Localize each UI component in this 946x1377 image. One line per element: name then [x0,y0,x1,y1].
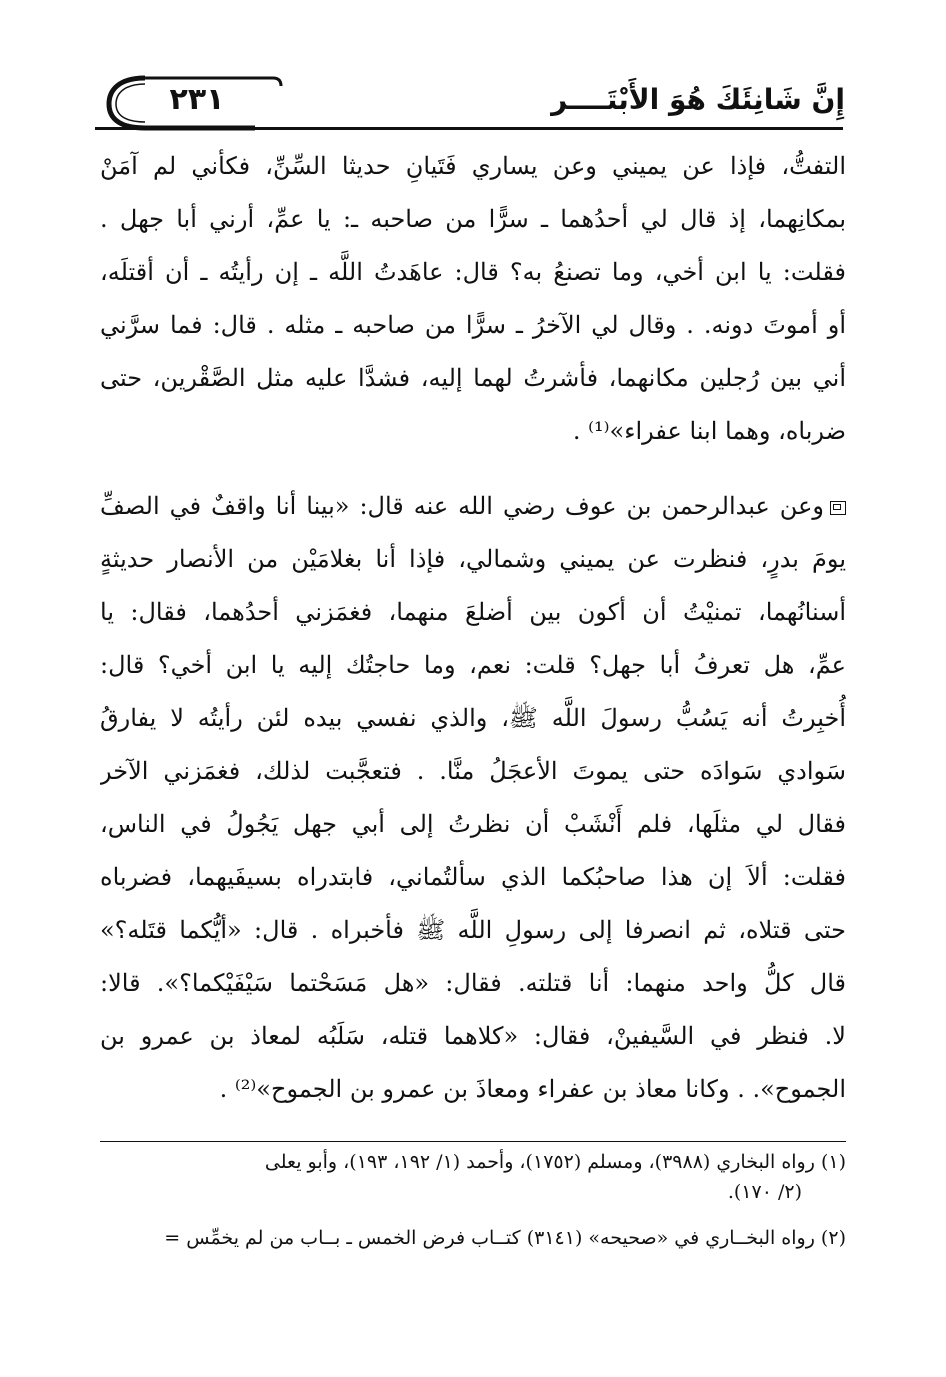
paragraph-2 [100,480,846,1116]
text-line: فقلت: ألاَ إن هذا صاحبُكما الذي سألتُماني، فابتدراه بسيفَيهما، فضرباه [100,863,846,891]
footnote-1-continuation: (٢/ ١٧٠). [727,1181,802,1203]
text-line: التفتُّ، فإذا عن يميني وعن يساري فَتَيانِ حديثا السِّنِّ، فكأني لم آمَنْ [100,152,846,180]
text-line: وعن عبدالرحمن بن عوف رضي الله عنه قال: «بينا أنا واقفٌ في الصفِّ [100,492,824,520]
text-line: يومَ بدرٍ، فنظرت عن يميني وشمالي، فإذا أنا بغلامَيْن من الأنصار حديثةٍ [100,545,846,573]
paragraph-1 [100,140,846,458]
text-line: بمكانِهما، إذ قال لي أحدُهما ـ سرًّا من صاحبه ـ: يا عمِّ، أرني أبا جهل . [100,205,846,233]
footnote-2: (٢) رواه البخــاري في «صحيحه» (٣١٤١) كتــاب فرض الخمس ـ بــاب من لم يخمِّس = [164,1227,846,1249]
footnote-1: (١) رواه البخاري (٣٩٨٨)، ومسلم (١٧٥٢)، وأحمد (١/ ١٩٢، ١٩٣)، وأبو يعلى [264,1151,846,1173]
text-line: أو أموتَ دونه. . وقال لي الآخرُ ـ سرًّا من صاحبه ـ مثله . قال: فما سرَّني [100,311,846,339]
page-header [95,68,845,128]
text-line: حتى قتلاه، ثم انصرفا إلى رسولِ اللَّه ﷺ فأخبراه . قال: «أيُّكما قتَله؟» [100,916,846,944]
text-line: فقلت: يا ابن أخي، وما تصنعُ به؟ قال: عاهَدتُ اللَّه ـ إن رأيتُه ـ أن أقتلَه، [100,258,846,286]
text-line: أني بين رُجلين مكانهما، فأشرتُ لهما إليه، فشدَّا عليه مثل الصَّقْرين، حتى [100,364,846,392]
header-rule [95,127,843,130]
text-line: الجموح». . وكانا معاذ بن عفراء ومعاذَ بن عمرو بن الجموح»⁽²⁾ . [219,1075,846,1103]
text-line: لا. فنظر في السَّيفينْ، فقال: «كلاهما قتله، سَلَبُه لمعاذ بن عمرو بن [100,1022,846,1050]
page-number: ٢٣١ [169,82,225,117]
footnotes [100,1147,846,1253]
text-line: سَوادي سَوادَه حتى يموتَ الأعجَلُ منَّا. . فتعجَّبت لذلك، فغمَزني الآخر [100,757,846,785]
text-line: قال كلُّ واحد منهما: أنا قتلته. فقال: «هل مَسَحْتما سَيْفَيْكما؟». قالا: [100,969,846,997]
text-line: أسنانُهما، تمنيْتُ أن أكون بين أضلعَ منهما، فغمَزني أحدُهما، فقال: يا [100,598,846,626]
text-line-with-bullet [100,480,846,533]
text-line: ضرباه، وهما ابنا عفراء»⁽¹⁾ . [572,417,846,445]
text-line: أُخبِرتُ أنه يَسُبُّ رسولَ اللَّه ﷺ، والذي نفسي بيده لئن رأيتُه لا يفارقُ [100,704,846,732]
running-title: إِنَّ شَانِئَكَ هُوَ الأَبْتَــــر [551,83,845,116]
footnote-separator [100,1141,846,1142]
text-line: فقال لي مثلَها، فلم أَنْشَبْ أن نظرتُ إلى أبي جهل يَجُولُ في الناس، [100,810,846,838]
text-line: عمِّ، هل تعرفُ أبا جهل؟ قلت: نعم، وما حاجتُك إليه يا ابن أخي؟ قال: [100,651,846,679]
square-bullet-icon [830,501,846,515]
